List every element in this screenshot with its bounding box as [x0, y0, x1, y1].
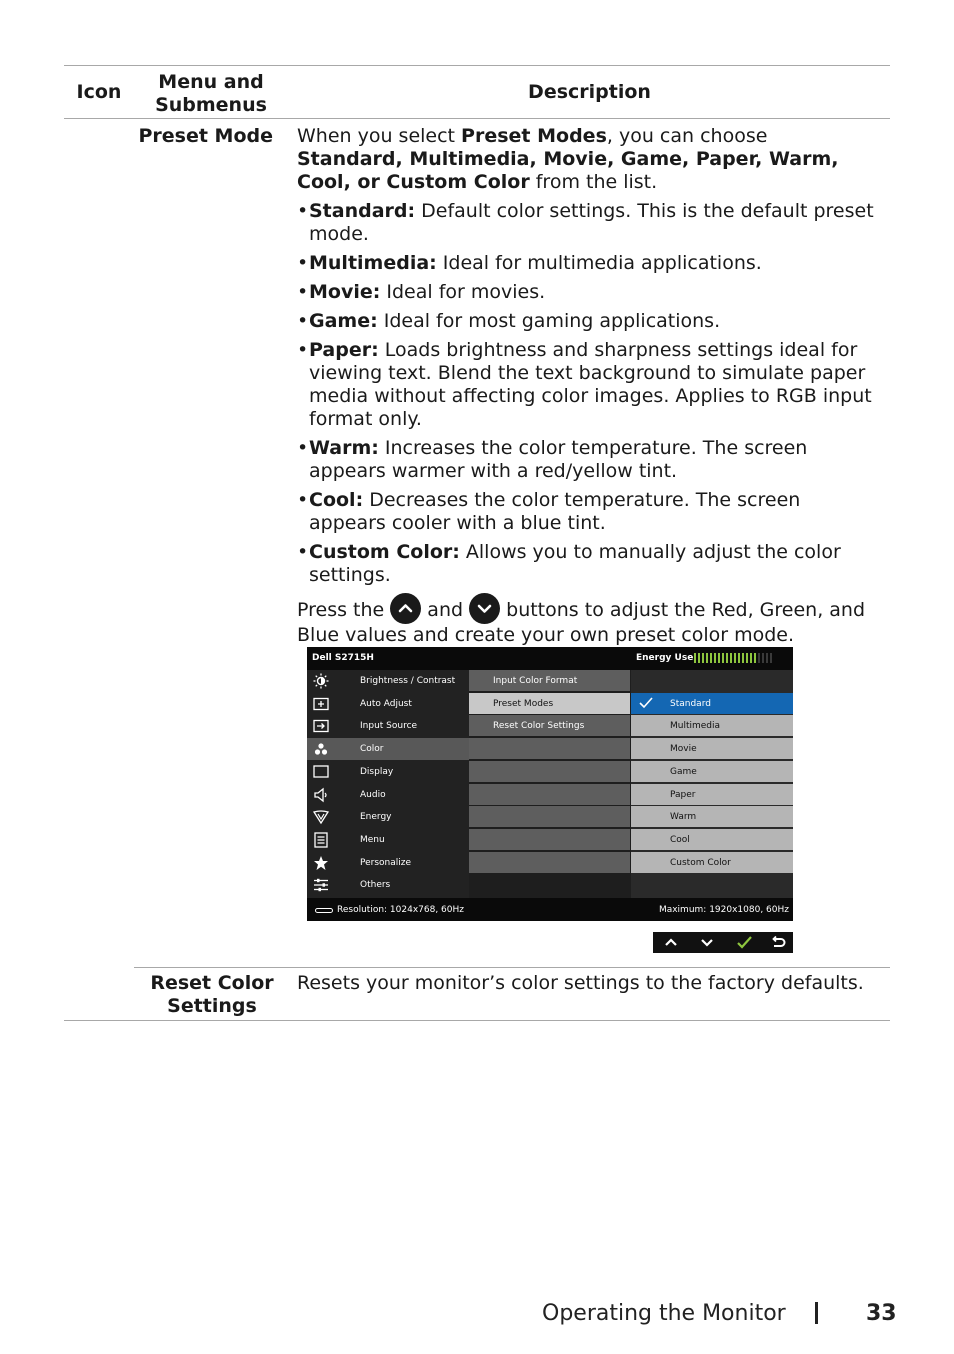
- osd-option-item[interactable]: [631, 852, 793, 873]
- osd-menu-item[interactable]: [307, 852, 469, 874]
- osd-menu-label: Audio: [360, 789, 386, 800]
- preset-mode-intro: When you select Preset Modes, you can choose Standard, Multimedia, Movie, Game, Paper, Warm, Cool, or Custom Color from the list.: [297, 125, 839, 193]
- bullet-text: Ideal for most gaming applications.: [377, 310, 721, 332]
- footer-section-title: Operating the Monitor: [542, 1301, 786, 1326]
- bullet-term: Custom Color:: [309, 541, 460, 563]
- bullet-dot: •: [297, 252, 309, 274]
- input-source-icon: [313, 718, 329, 734]
- osd-submenu-label: Input Color Format: [493, 676, 578, 686]
- bullet-item: [297, 339, 877, 431]
- others-icon: [313, 877, 329, 893]
- osd-option-item[interactable]: [631, 829, 793, 850]
- menu-preset-mode: Preset Mode: [138, 125, 273, 147]
- bullet-item: [297, 252, 877, 275]
- osd-menu-item[interactable]: [307, 738, 469, 760]
- press-buttons-text: Press the and buttons to adjust the Red, Green, and Blue values and create your own preset color mode.: [297, 593, 877, 647]
- energy-bar: [762, 653, 764, 663]
- personalize-icon: [313, 855, 329, 871]
- osd-submenu-item[interactable]: [469, 715, 630, 736]
- osd-menu-item[interactable]: [307, 715, 469, 737]
- osd-submenu-empty: [469, 806, 630, 827]
- osd-menu-label: Personalize: [360, 857, 412, 868]
- bullet-text: Increases the color temperature. The screen appears warmer with a red/yellow tint.: [309, 437, 808, 482]
- check-icon: [735, 935, 753, 950]
- bullet-dot: •: [297, 281, 309, 303]
- osd-menu-label: Color: [360, 744, 384, 755]
- osd-submenu: [469, 670, 631, 898]
- osd-submenu-empty: [469, 738, 630, 759]
- osd-options: [631, 670, 793, 898]
- osd-title: Dell S2715H: [312, 653, 374, 663]
- osd-submenu-empty: [469, 829, 630, 850]
- down-arrow-icon: [698, 935, 716, 950]
- header-icon: Icon: [76, 81, 122, 103]
- osd-menu-label: Menu: [360, 834, 385, 845]
- header-description: Description: [528, 81, 651, 103]
- osd-menu-label: Display: [360, 766, 394, 777]
- energy-bar: [754, 653, 756, 663]
- energy-bar: [734, 653, 736, 663]
- energy-bar: [758, 653, 760, 663]
- bullet-text: Ideal for multimedia applications.: [436, 252, 762, 274]
- osd-menu-item[interactable]: [307, 806, 469, 828]
- osd-submenu-item[interactable]: [469, 693, 630, 714]
- osd-menu-label: Input Source: [360, 721, 418, 732]
- energy-bar: [726, 653, 728, 663]
- osd-option-item[interactable]: [631, 693, 793, 714]
- osd-submenu-label: Reset Color Settings: [493, 721, 585, 732]
- bullet-item: [297, 489, 877, 535]
- energy-icon: [313, 809, 329, 825]
- energy-bar: [770, 653, 772, 663]
- bullet-term: Paper:: [309, 339, 379, 361]
- osd-menu-label: Energy: [360, 812, 392, 823]
- energy-bar: [746, 653, 748, 663]
- bullet-dot: •: [297, 339, 309, 361]
- table-bottom-rule: [64, 1020, 890, 1021]
- energy-bar: [710, 653, 712, 663]
- bullet-term: Standard:: [309, 200, 416, 222]
- row-divider: [134, 967, 890, 968]
- page-number: 33: [866, 1301, 897, 1326]
- osd-energy-label: Energy Use: [636, 653, 694, 663]
- osd-screenshot: [307, 647, 793, 921]
- osd-option-label: Paper: [670, 789, 696, 800]
- osd-menu-item[interactable]: [307, 874, 469, 896]
- osd-option-label: Custom Color: [670, 857, 731, 868]
- bullet-item: [297, 281, 877, 304]
- color-icon: [313, 741, 329, 757]
- bullet-text: Default color settings. This is the default preset mode.: [309, 200, 874, 245]
- osd-menu-item[interactable]: [307, 829, 469, 851]
- osd-menu-item[interactable]: [307, 693, 469, 715]
- bullet-item: [297, 200, 877, 246]
- energy-bar: [714, 653, 716, 663]
- check-icon: [639, 697, 653, 709]
- bullet-text: Decreases the color temperature. The screen appears cooler with a blue tint.: [309, 489, 801, 534]
- preset-mode-description: [297, 125, 877, 647]
- bullet-term: Cool:: [309, 489, 364, 511]
- osd-submenu-empty: [469, 761, 630, 782]
- energy-bar: [766, 653, 768, 663]
- osd-menu-label: Brightness / Contrast: [360, 676, 456, 686]
- display-icon: [313, 764, 329, 780]
- osd-option-label: Warm: [670, 812, 697, 823]
- up-button-icon: [390, 593, 421, 624]
- footer-separator: [815, 1302, 818, 1324]
- bullet-item: [297, 310, 877, 333]
- osd-option-item[interactable]: [631, 784, 793, 805]
- bullet-dot: •: [297, 310, 309, 332]
- energy-bar: [738, 653, 740, 663]
- energy-bar: [694, 653, 696, 663]
- osd-status-bar: [307, 898, 793, 921]
- energy-bar: [702, 653, 704, 663]
- osd-option-item[interactable]: [631, 806, 793, 827]
- bullet-item: [297, 541, 877, 587]
- bullet-term: Game:: [309, 310, 378, 332]
- back-icon: [769, 935, 787, 950]
- osd-option-label: Movie: [670, 744, 697, 755]
- table-top-rule: [64, 65, 890, 66]
- bullet-dot: •: [297, 200, 309, 222]
- bullet-item: [297, 437, 877, 483]
- osd-main-menu: [307, 670, 469, 898]
- osd-menu-item[interactable]: [307, 784, 469, 806]
- osd-option-item[interactable]: [631, 761, 793, 782]
- energy-meter: [694, 653, 772, 663]
- table-header-rule: [64, 118, 890, 119]
- menu-icon: [313, 832, 329, 848]
- bullet-dot: •: [297, 489, 309, 511]
- osd-submenu-label: Preset Modes: [493, 698, 554, 709]
- osd-option-label: Multimedia: [670, 721, 721, 732]
- osd-menu-label: Others: [360, 880, 391, 891]
- auto-adjust-icon: [313, 696, 329, 712]
- osd-submenu-empty: [469, 852, 630, 873]
- menu-reset-color-settings: Reset Color Settings: [150, 972, 274, 1017]
- osd-resolution: Resolution: 1024x768, 60Hz: [337, 905, 464, 915]
- osd-menu-item[interactable]: [307, 670, 469, 692]
- osd-option-label: Cool: [670, 834, 690, 845]
- bullet-text: Allows you to manually adjust the color settings.: [309, 541, 841, 586]
- up-arrow-icon: [662, 935, 680, 950]
- audio-icon: [313, 787, 329, 803]
- osd-option-item[interactable]: [631, 738, 793, 759]
- bullet-term: Warm:: [309, 437, 379, 459]
- energy-bar: [750, 653, 752, 663]
- down-button-icon: [469, 593, 500, 624]
- bullet-term: Multimedia:: [309, 252, 437, 274]
- header-menu: Menu and Submenus: [155, 71, 267, 116]
- osd-submenu-item[interactable]: [469, 670, 630, 691]
- osd-title-bar: [307, 647, 793, 670]
- cable-icon: [315, 908, 333, 913]
- bullet-text: Loads brightness and sharpness settings ideal for viewing text. Blend the text background to simulate paper media without affecting color images. Applies to RGB input format only.: [309, 339, 872, 430]
- osd-menu-label: Auto Adjust: [360, 698, 412, 709]
- energy-bar: [698, 653, 700, 663]
- energy-bar: [706, 653, 708, 663]
- osd-option-label: Game: [670, 766, 697, 777]
- bullet-dot: •: [297, 437, 309, 459]
- osd-button-bar: [653, 932, 793, 953]
- energy-bar: [742, 653, 744, 663]
- osd-maximum: Maximum: 1920x1080, 60Hz: [658, 905, 789, 915]
- energy-bar: [722, 653, 724, 663]
- osd-submenu-empty: [469, 784, 630, 805]
- osd-option-label: Standard: [670, 698, 711, 709]
- bullet-term: Movie:: [309, 281, 381, 303]
- brightness-icon: [313, 673, 329, 689]
- bullet-dot: •: [297, 541, 309, 563]
- osd-menu-item[interactable]: [307, 761, 469, 783]
- osd-option-item[interactable]: [631, 715, 793, 736]
- reset-description: Resets your monitor’s color settings to the factory defaults.: [297, 972, 864, 994]
- energy-bar: [718, 653, 720, 663]
- energy-bar: [730, 653, 732, 663]
- bullet-text: Ideal for movies.: [380, 281, 546, 303]
